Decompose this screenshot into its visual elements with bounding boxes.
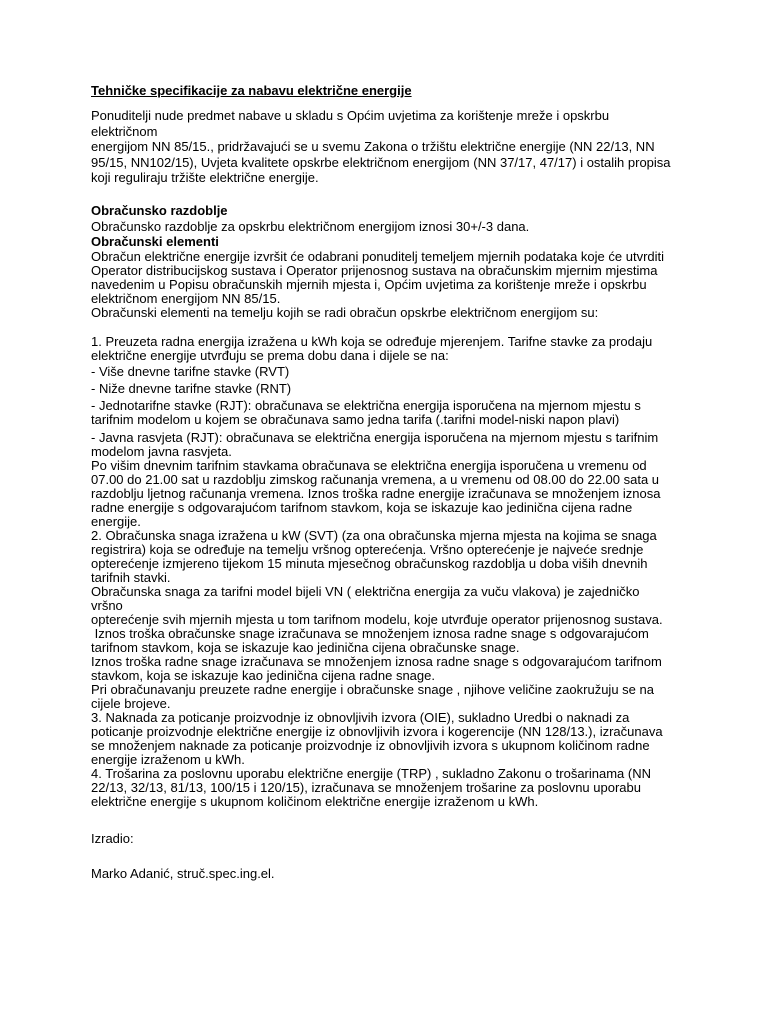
intro-line: Ponuditelji nude predmet nabave u skladu s Općim uvjetima za korištenje mreže i opskrbu električnom (91, 108, 610, 139)
tariff-item-rnt: - Niže dnevne tarifne stavke (RNT) (91, 380, 292, 396)
body-line: registrira) koja se određuje na temelju vršnog opterećenja. Vršno opterećenje je najveće srednje (91, 541, 644, 557)
body-line: opterećenje svih mjernih mjesta u tom tarifnom modelu, koje utvrđuje operator prijenosnog sustava. (91, 611, 663, 627)
body-line: električne energije s ukupnom količinom električne energije izraženom u kWh. (91, 793, 539, 809)
body-line: cijele brojeve. (91, 695, 171, 711)
tariff-list (91, 363, 671, 397)
body-line: Iznos troška obračunske snage izračunava se množenjem iznosa radne snage s odgovarajućom (91, 625, 649, 641)
body-paragraph (91, 459, 671, 809)
billing-elements-line: Obračun električne energije izvršit će odabrani ponuditelj temeljem mjernih podataka koje će utvrditi (91, 248, 665, 264)
body-line: Iznos troška radne snage izračunava se množenjem iznosa radne snage s odgovarajućom tarifnom (91, 653, 662, 669)
body-line: 2. Obračunska snaga izražena u kW (SVT) (za ona obračunska mjerna mjesta na kojima se snaga (91, 527, 657, 543)
billing-elements-line: električnom energijom NN 85/15. (91, 290, 281, 306)
body-line: razdoblju ljetnog računanja vremena. Iznos troška radne energije izračunava se množenjem iznosa (91, 485, 661, 501)
body-line: 07.00 do 21.00 sat u razdoblju zimskog računanja vremena, a u vremenu od 08.00 do 22.00 sata u (91, 471, 660, 487)
tariff-item-rvt: - Više dnevne tarifne stavke (RVT) (91, 363, 290, 379)
body-line: Pri obračunavanju preuzete radne energije i obračunske snage , njihove veličine zaokružuju se na (91, 681, 654, 697)
tariff-item-public-lighting (91, 431, 671, 459)
body-line: radne energije s odgovarajućom tarifnom stavkom, koja se iskazuje kao jedinična cijena radne (91, 499, 633, 515)
billing-elements-paragraph (91, 250, 671, 320)
body-line: se množenjem naknade za poticanje proizvodnje iz obnovljivih izvora s ukupnom količinom radne (91, 737, 650, 753)
body-line: Po višim dnevnim tarifnim stavkama obračunava se električna energija isporučena u vremenu od (91, 457, 647, 473)
section-heading-billing-period: Obračunsko razdoblje (91, 203, 228, 219)
body-line: 4. Trošarina za poslovnu uporabu električne energije (TRP) , sukladno Zakonu o trošarinama (NN (91, 765, 651, 781)
section-heading-billing-elements: Obračunski elementi (91, 234, 219, 250)
body-line: 22/13, 32/13, 81/13, 100/15 i 120/15), izračunava se množenjem trošarine za poslovnu uporabu (91, 779, 641, 795)
body-line: energije izraženom u kWh. (91, 751, 245, 767)
body-line: tarifnih stavki. (91, 569, 171, 585)
rjt-line: tarifnim modelom u kojem se obračunava samo jedna tarifa (.tarifni model-niski napon plavi) (91, 411, 620, 427)
document-title: Tehničke specifikacije za nabavu električne energije (91, 83, 412, 98)
spacer (91, 846, 671, 866)
spacer (91, 809, 671, 831)
body-line: 3. Naknada za poticanje proizvodnje iz obnovljivih izvora (OIE), sukladno Uredbi o naknadi za (91, 709, 630, 725)
intro-paragraph (91, 108, 671, 185)
body-line: energije. (91, 513, 141, 529)
intro-line: energijom NN 85/15., pridržavajući se u svemu Zakona o tržištu električne energije (NN 22/13, NN (91, 139, 655, 155)
item-1-line: električne energije utvrđuju se prema dobu dana i dijele se na: (91, 347, 449, 363)
item-1-line: 1. Preuzeta radna energija izražena u kWh koja se određuje mjerenjem. Tarifne stavke za prodaju (91, 333, 653, 349)
document-content (91, 83, 671, 881)
body-line: Obračunska snaga za tarifni model bijeli VN ( električna energija za vuču vlakova) je zajedničko vršno (91, 583, 640, 613)
public-lighting-line: - Javna rasvjeta (RJT): obračunava se električna energija isporučena na mjernom mjestu s tarifnim (91, 429, 659, 445)
public-lighting-line: modelom javna rasvjeta. (91, 443, 232, 459)
billing-elements-line: Operator distribucijskog sustava i Operator prijenosnog sustava na obračunskim mjernim mjestima (91, 262, 658, 278)
item-1-paragraph (91, 335, 671, 363)
author-name: Marko Adanić, struč.spec.ing.el. (91, 866, 275, 882)
billing-elements-line: navedenim u Popisu obračunskih mjernih mjesta i, Općim uvjetima za korištenje mreže i opskrbu (91, 276, 647, 292)
body-line: poticanje proizvodnje električne energije iz obnovljivih izvora i kogerencije (NN 128/13.), izračunava (91, 723, 663, 739)
intro-line: 95/15, NN102/15), Uvjeta kvalitete opskrbe električnom energijom (NN 37/17, 47/17) i ostalih propisa (91, 154, 671, 170)
rjt-line: - Jednotarifne stavke (RJT): obračunava se električna energija isporučena na mjernom mjestu s (91, 397, 641, 413)
tariff-item-rjt (91, 399, 671, 427)
intro-line: koji reguliraju tržište električne energije. (91, 170, 319, 186)
body-line: opterećenje izmjereno tijekom 15 minuta mjesečnog obračunskog razdoblja u doba viših dnevnih (91, 555, 648, 571)
billing-period-text: Obračunsko razdoblje za opskrbu električnom energijom iznosi 30+/-3 dana. (91, 218, 530, 234)
billing-elements-line: Obračunski elementi na temelju kojih se radi obračun opskrbe električnom energijom su: (91, 304, 599, 320)
prepared-by-label: Izradio: (91, 830, 134, 846)
spacer (91, 320, 671, 335)
body-line: stavkom, koja se iskazuje kao jedinična cijena radne snage. (91, 667, 435, 683)
body-line: tarifnom stavkom, koja se iskazuje kao jedinična cijena obračunske snage. (91, 639, 520, 655)
